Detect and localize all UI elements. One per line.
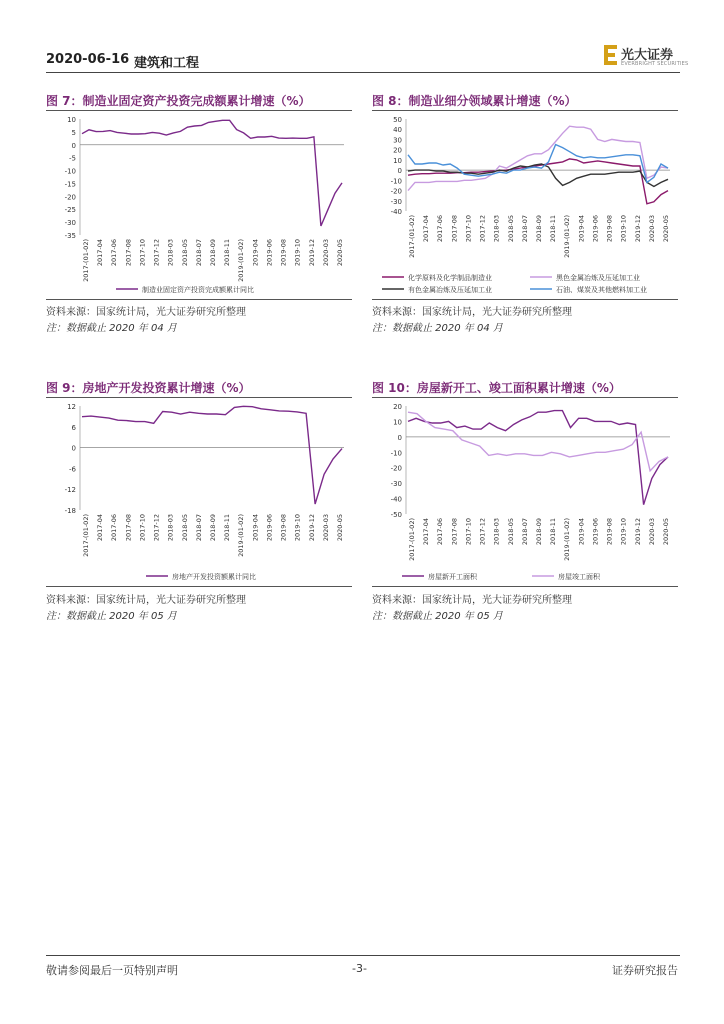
x-tick-label: 2019-04 (577, 215, 586, 243)
x-tick-label: 2018-11 (223, 239, 232, 267)
x-tick-label: 2018-09 (209, 239, 217, 267)
x-tick-label: 2017-08 (124, 514, 133, 542)
x-tick-label: 2017-10 (138, 514, 147, 542)
x-tick-label: 2017-(01-02) (82, 514, 90, 557)
report-section-title: 建筑和工程 (134, 56, 200, 71)
x-tick-label: 2019-04 (251, 514, 260, 542)
x-tick-label: 2017-08 (450, 518, 459, 546)
x-tick-label: 2019-06 (591, 215, 600, 243)
legend-label: 房屋竣工面积 (558, 573, 600, 581)
y-tick-label: 10 (67, 116, 76, 124)
x-tick-label: 2017-12 (478, 215, 487, 243)
y-tick-label: 10 (393, 418, 402, 427)
y-tick-label: -25 (64, 206, 76, 215)
x-tick-label: 2019-12 (307, 239, 316, 267)
x-tick-label: 2020-05 (336, 514, 344, 542)
y-tick-label: 12 (67, 403, 76, 411)
x-tick-label: 2019-(01-02) (563, 518, 572, 561)
x-tick-label: 2017-06 (436, 518, 445, 546)
y-tick-label: 6 (71, 423, 76, 432)
y-tick-label: -5 (69, 154, 76, 163)
x-tick-label: 2019-08 (279, 238, 288, 267)
x-tick-label: 2017-(01-02) (82, 239, 90, 282)
x-tick-label: 2017-04 (422, 215, 431, 243)
figure-8-source: 资料来源：国家统计局，光大证券研究所整理 (372, 307, 572, 318)
x-tick-label: 2017-08 (124, 239, 133, 267)
legend-label: 石油、煤炭及其他燃料加工业 (556, 286, 647, 294)
y-tick-label: -10 (390, 449, 402, 458)
figure-10-note: 注：数据截止 2020 年 05 月 (372, 611, 503, 622)
x-tick-label: 2017-06 (436, 215, 445, 243)
x-tick-label: 2020-05 (662, 518, 670, 546)
x-tick-label: 2018-05 (180, 239, 189, 267)
figure-9-frame (46, 397, 352, 587)
legend-label: 制造业固定资产投资完成额累计同比 (142, 286, 254, 294)
series-line-1 (82, 120, 342, 226)
x-tick-label: 2018-05 (506, 518, 515, 546)
figure-9-title: 图 9：房地产开发投资累计增速（%） (46, 381, 251, 395)
legend-label: 房屋新开工面积 (428, 573, 477, 581)
figure-10-frame (372, 397, 678, 587)
figure-7-source: 资料来源：国家统计局，光大证券研究所整理 (46, 307, 246, 318)
header-rule (46, 72, 680, 73)
x-tick-label: 2019-08 (605, 518, 614, 546)
y-tick-label: 50 (393, 116, 402, 124)
y-tick-label: -18 (64, 507, 76, 515)
figure-8-note: 注：数据截止 2020 年 04 月 (372, 323, 503, 334)
figure-10-source: 资料来源：国家统计局，光大证券研究所整理 (372, 595, 572, 606)
x-tick-label: 2020-03 (647, 518, 656, 546)
x-tick-label: 2018-05 (180, 514, 189, 542)
x-tick-label: 2018-09 (535, 518, 543, 546)
y-tick-label: -40 (390, 208, 402, 216)
x-tick-label: 2019-12 (633, 518, 642, 546)
y-tick-label: -10 (64, 167, 76, 176)
y-tick-label: 20 (393, 403, 402, 411)
footer-rule (46, 955, 680, 956)
x-tick-label: 2018-03 (492, 518, 501, 546)
x-tick-label: 2017-08 (450, 215, 459, 243)
x-tick-label: 2017-12 (478, 518, 487, 546)
x-tick-label: 2019-(01-02) (563, 215, 572, 258)
x-tick-label: 2018-05 (506, 215, 515, 243)
y-tick-label: -50 (390, 511, 402, 519)
y-tick-label: 0 (71, 141, 76, 150)
figure-10-chart (372, 398, 678, 586)
figure-7-note: 注：数据截止 2020 年 04 月 (46, 323, 177, 334)
figure-10-title: 图 10：房屋新开工、竣工面积累计增速（%） (372, 381, 621, 395)
x-tick-label: 2020-05 (662, 215, 670, 243)
x-tick-label: 2018-09 (535, 215, 543, 243)
x-tick-label: 2018-03 (166, 514, 175, 542)
y-tick-label: -15 (64, 180, 76, 189)
report-date: 2020-06-16 (46, 52, 130, 67)
series-line-1 (408, 411, 668, 505)
y-tick-label: 5 (71, 128, 76, 137)
footer-disclaimer: 敬请参阅最后一页特别声明 (46, 964, 178, 977)
x-tick-label: 2017-04 (96, 514, 105, 542)
x-tick-label: 2018-03 (492, 215, 501, 243)
legend-label: 房地产开发投资额累计同比 (172, 573, 256, 581)
figure-7-title: 图 7：制造业固定资产投资完成额累计增速（%） (46, 94, 311, 108)
y-tick-label: -20 (390, 464, 402, 473)
y-tick-label: -40 (390, 495, 402, 504)
y-tick-label: -30 (390, 197, 402, 206)
y-tick-label: 0 (71, 444, 76, 453)
x-tick-label: 2019-04 (251, 239, 260, 267)
x-tick-label: 2019-04 (577, 518, 586, 546)
logo-mark-icon (603, 44, 619, 66)
figure-9-chart (46, 398, 352, 586)
footer-report-type: 证券研究报告 (612, 964, 678, 977)
logo-name: 光大证券 (621, 48, 674, 63)
figure-9-note: 注：数据截止 2020 年 05 月 (46, 611, 177, 622)
logo-english: EVERBRIGHT SECURITIES (621, 61, 689, 67)
y-tick-label: -30 (64, 219, 76, 228)
y-tick-label: 20 (393, 146, 402, 155)
x-tick-label: 2019-10 (293, 239, 302, 267)
x-tick-label: 2018-07 (520, 215, 529, 243)
legend-label: 黑色金属冶炼及压延加工业 (556, 274, 640, 282)
x-tick-label: 2019-10 (619, 518, 628, 546)
x-tick-label: 2020-03 (321, 239, 330, 267)
legend-label: 化学原料及化学制品制造业 (408, 274, 492, 282)
figure-8-frame (372, 110, 678, 300)
figure-8-title: 图 8：制造业细分领域累计增速（%） (372, 94, 577, 108)
x-tick-label: 2017-06 (110, 514, 119, 542)
series-line-1 (82, 406, 342, 504)
y-tick-label: -12 (64, 486, 76, 495)
x-tick-label: 2018-07 (520, 518, 529, 546)
figure-7-frame (46, 110, 352, 300)
x-tick-label: 2019-06 (591, 518, 600, 546)
x-tick-label: 2018-03 (166, 239, 175, 267)
x-tick-label: 2019-12 (633, 215, 642, 243)
x-tick-label: 2017-(01-02) (408, 518, 416, 561)
x-tick-label: 2020-05 (336, 239, 344, 267)
series-line-2 (408, 412, 668, 471)
y-tick-label: -6 (69, 465, 76, 474)
x-tick-label: 2020-03 (321, 514, 330, 542)
figure-8-chart (372, 111, 678, 299)
x-tick-label: 2017-10 (138, 239, 147, 267)
legend-label: 有色金属冶炼及压延加工业 (408, 286, 492, 294)
x-tick-label: 2018-09 (209, 514, 217, 542)
x-tick-label: 2017-04 (422, 518, 431, 546)
page-number: -3- (352, 962, 367, 975)
x-tick-label: 2017-(01-02) (408, 215, 416, 258)
figure-7-chart (46, 111, 352, 299)
x-tick-label: 2017-12 (152, 514, 161, 542)
x-tick-label: 2018-11 (223, 514, 232, 542)
series-line-4 (408, 145, 668, 183)
x-tick-label: 2017-06 (110, 239, 119, 267)
x-tick-label: 2019-08 (279, 514, 288, 542)
brand-logo (603, 44, 689, 70)
y-tick-label: 0 (397, 433, 402, 442)
x-tick-label: 2019-12 (307, 514, 316, 542)
y-tick-label: 30 (393, 136, 402, 145)
x-tick-label: 2017-04 (96, 239, 105, 267)
x-tick-label: 2018-11 (549, 518, 558, 546)
x-tick-label: 2019-(01-02) (237, 514, 246, 557)
x-tick-label: 2020-03 (647, 215, 656, 243)
y-tick-label: 0 (397, 167, 402, 176)
figure-9-source: 资料来源：国家统计局，光大证券研究所整理 (46, 595, 246, 606)
y-tick-label: -20 (64, 193, 76, 202)
y-tick-label: -30 (390, 480, 402, 489)
y-tick-label: 40 (393, 126, 402, 135)
x-tick-label: 2018-07 (194, 514, 203, 542)
x-tick-label: 2019-(01-02) (237, 239, 246, 282)
x-tick-label: 2018-07 (194, 239, 203, 267)
series-line-2 (408, 126, 668, 190)
x-tick-label: 2018-11 (549, 215, 558, 243)
y-tick-label: -10 (390, 177, 402, 186)
x-tick-label: 2019-06 (265, 239, 274, 267)
x-tick-label: 2019-10 (293, 514, 302, 542)
y-tick-label: -35 (64, 232, 76, 240)
x-tick-label: 2017-10 (464, 215, 473, 243)
x-tick-label: 2017-10 (464, 518, 473, 546)
x-tick-label: 2019-06 (265, 514, 274, 542)
y-tick-label: 10 (393, 156, 402, 165)
x-tick-label: 2017-12 (152, 239, 161, 267)
x-tick-label: 2019-08 (605, 214, 614, 243)
y-tick-label: -20 (390, 187, 402, 196)
x-tick-label: 2019-10 (619, 215, 628, 243)
